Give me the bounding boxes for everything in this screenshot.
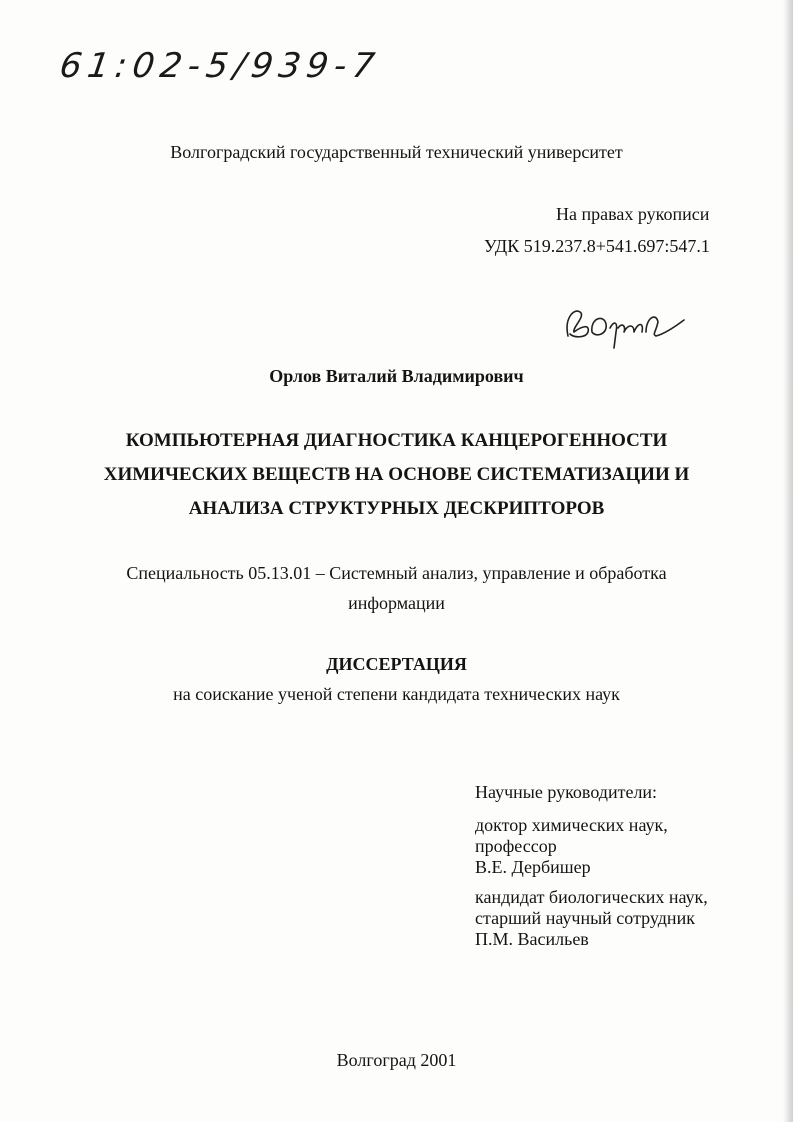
supervisor-1-line: В.Е. Дербишер [475, 857, 591, 877]
title-line: КОМПЬЮТЕРНАЯ ДИАГНОСТИКА КАНЦЕРОГЕННОСТИ [125, 430, 668, 451]
city-year: Волгоград 2001 [336, 1050, 457, 1070]
document-type: ДИССЕРТАЦИЯ [326, 654, 467, 674]
title-line: ХИМИЧЕСКИХ ВЕЩЕСТВ НА ОСНОВЕ СИСТЕМАТИЗАЦИИ И [103, 464, 690, 485]
supervisor-2-line: старший научный сотрудник [475, 908, 695, 928]
supervisor-2-line: П.М. Васильев [475, 929, 589, 949]
rights-label: На правах рукописи [556, 204, 710, 224]
degree-line: на соискание ученой степени кандидата технических наук [173, 684, 620, 704]
specialty-line: информации [348, 593, 445, 613]
author-name: Орлов Виталий Владимирович [269, 366, 524, 386]
supervisor-2-line: кандидат биологических наук, [475, 887, 708, 907]
udc-code: УДК 519.237.8+541.697:547.1 [484, 236, 710, 256]
specialty-line: Специальность 05.13.01 – Системный анализ, управление и обработка [126, 563, 667, 583]
supervisor-1-line: профессор [475, 836, 557, 856]
dissertation-title [0, 424, 793, 526]
archive-code-handwritten: 61:02-5/939-7 [57, 46, 383, 86]
supervisor-2 [475, 887, 708, 950]
specialty [0, 558, 793, 618]
author-signature [560, 298, 690, 354]
university-name: Волгоградский государственный технический университет [170, 142, 623, 162]
supervisor-1-line: доктор химических наук, [475, 815, 668, 835]
supervisor-1 [475, 815, 668, 878]
supervisors-heading: Научные руководители: [475, 782, 658, 802]
title-line: АНАЛИЗА СТРУКТУРНЫХ ДЕСКРИПТОРОВ [188, 498, 605, 519]
